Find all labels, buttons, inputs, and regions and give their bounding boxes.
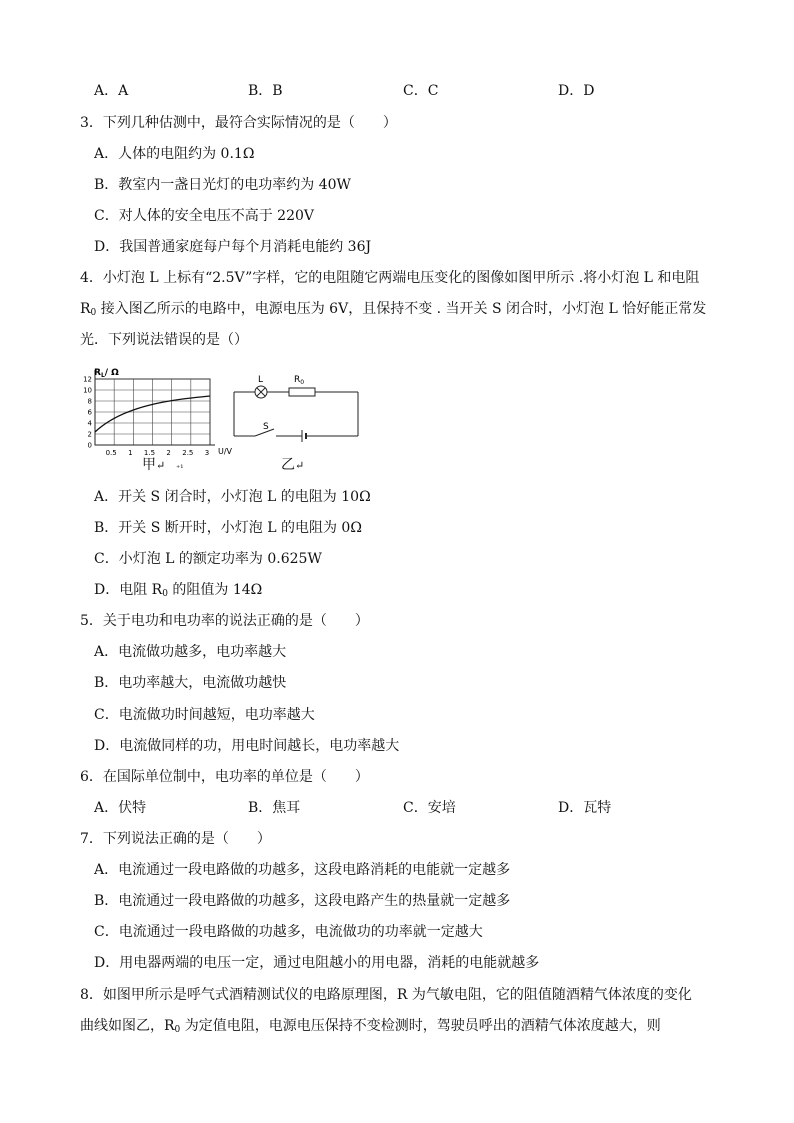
graph-y-ticks — [83, 376, 92, 450]
q7-option-c: C．电流通过一段电路做的功越多，电流做功的功率就一定越大 — [94, 924, 483, 940]
circuit-diagram — [234, 386, 358, 442]
q8-stem-line2: 曲线如图乙，$R_0$ 为定值电阻，电源电压保持不变检测时，驾驶员呼出的酒精气体浓度越大，则 — [80, 1018, 661, 1035]
graph-y-tick-label: 2 — [87, 430, 92, 439]
q3-option-d: D．我国普通家庭每户每个月消耗电能约 36J — [94, 239, 372, 255]
q2-option-c: C．C — [403, 83, 439, 99]
q4-option-a: A．开关 S 闭合时，小灯泡 L 的电阻为 10Ω — [94, 489, 371, 505]
q4-option-b: B．开关 S 断开时，小灯泡 L 的电阻为 0Ω — [94, 520, 362, 536]
graph-x-tick-label: 0.5 — [105, 449, 117, 457]
q4-option-d: D．电阻 $R_0$ 的阻值为 14Ω — [94, 582, 263, 599]
q5-stem: 5．关于电功和电功率的说法正确的是（ ） — [80, 613, 369, 629]
graph-y-tick-label: 4 — [87, 419, 92, 428]
graph-y-tick-label: 8 — [87, 397, 92, 406]
q6-option-b: B．焦耳 — [248, 800, 301, 816]
circuit-switch-label: S — [263, 422, 269, 432]
graph-grid — [95, 379, 210, 445]
q4-r0-symbol: R — [80, 301, 91, 317]
q3-option-b: B．教室内一盏日光灯的电功率约为 40W — [94, 177, 351, 193]
graph-y-tick-label: 12 — [83, 375, 92, 384]
q3-option-c: C．对人体的安全电压不高于 220V — [94, 208, 314, 224]
graph-x-tick-label: 1.5 — [143, 449, 156, 457]
q6-options — [94, 798, 754, 818]
graph-x-tick-label: 3 — [204, 449, 210, 457]
circuit-caption: 乙↵ — [281, 457, 305, 473]
q6-option-c: C．安培 — [403, 800, 456, 816]
q7-option-a: A．电流通过一段电路做的功越多，这段电路消耗的电能就一定越多 — [94, 862, 511, 878]
q4-option-c: C．小灯泡 L 的额定功率为 0.625W — [94, 551, 322, 567]
q4-stem-line3: 光．下列说法错误的是（） — [80, 332, 248, 348]
circuit-resistor-label: $R_0$ — [294, 375, 305, 386]
q5-option-b: B．电功率越大，电流做功越快 — [94, 675, 287, 691]
graph-caption: 甲↵ — [142, 457, 166, 473]
q7-option-d: D．用电器两端的电压一定，通过电阻越小的用电器，消耗的电能就越多 — [94, 955, 540, 971]
q3-stem: 3．下列几种估测中，最符合实际情况的是（ ） — [80, 115, 397, 131]
q2-option-a: A．A — [94, 83, 129, 99]
q4-r0-subscript: 0 — [90, 308, 97, 318]
resistance-voltage-graph — [83, 368, 232, 457]
q6-option-d: D．瓦特 — [558, 800, 612, 816]
q5-option-d: D．电流做同样的功，用电时间越长，电功率越大 — [94, 738, 400, 754]
graph-y-tick-label: 10 — [83, 386, 92, 395]
q4-figure — [80, 366, 380, 475]
q6-option-a: A．伏特 — [94, 800, 147, 816]
graph-ylabel: $R_L/$ Ω — [94, 368, 119, 379]
graph-x-tick-label: 2 — [166, 449, 171, 457]
q4-stem-line1: 4．小灯泡 L 上标有“2.5V”字样，它的电阻随它两端电压变化的图像如图甲所示 .将小灯泡 L 和电阻 — [80, 270, 700, 286]
q2-option-d: D．D — [558, 83, 595, 99]
q4-stem-line2-text: 接入图乙所示的电路中，电源电压为 6V，且保持不变 . 当开关 S 闭合时，小灯泡 L 恰好能正常发 — [96, 301, 707, 317]
circuit-lamp-label: L — [258, 375, 264, 385]
graph-x-tick-label: 1 — [128, 449, 133, 457]
q6-stem: 6．在国际单位制中，电功率的单位是（ ） — [80, 769, 369, 785]
q7-stem: 7．下列说法正确的是（ ） — [80, 831, 271, 847]
caption-small-mark: ₊₁ — [176, 461, 184, 470]
q8-stem-line1: 8．如图甲所示是呼气式酒精测试仪的电路原理图，R 为气敏电阻，它的阻值随酒精气体浓度的变化 — [80, 987, 692, 1003]
q4-stem-line2 — [80, 299, 706, 323]
q4-figure-svg — [80, 366, 380, 471]
q5-option-c: C．电流做功时间越短，电功率越大 — [94, 707, 315, 723]
q7-option-b: B．电流通过一段电路做的功越多，这段电路产生的热量就一定越多 — [94, 893, 511, 909]
q3-option-a: A．人体的电阻约为 0.1Ω — [94, 146, 255, 162]
graph-y-tick-label: 0 — [87, 441, 92, 450]
q5-option-a: A．电流做功越多，电功率越大 — [94, 644, 287, 660]
graph-xlabel: U/V — [218, 447, 233, 456]
resistor-r0-symbol — [289, 388, 315, 396]
q2-option-b: B．B — [248, 83, 283, 99]
graph-y-tick-label: 6 — [87, 408, 92, 417]
graph-x-tick-label: 2.5 — [182, 449, 194, 457]
q2-options — [94, 81, 754, 101]
